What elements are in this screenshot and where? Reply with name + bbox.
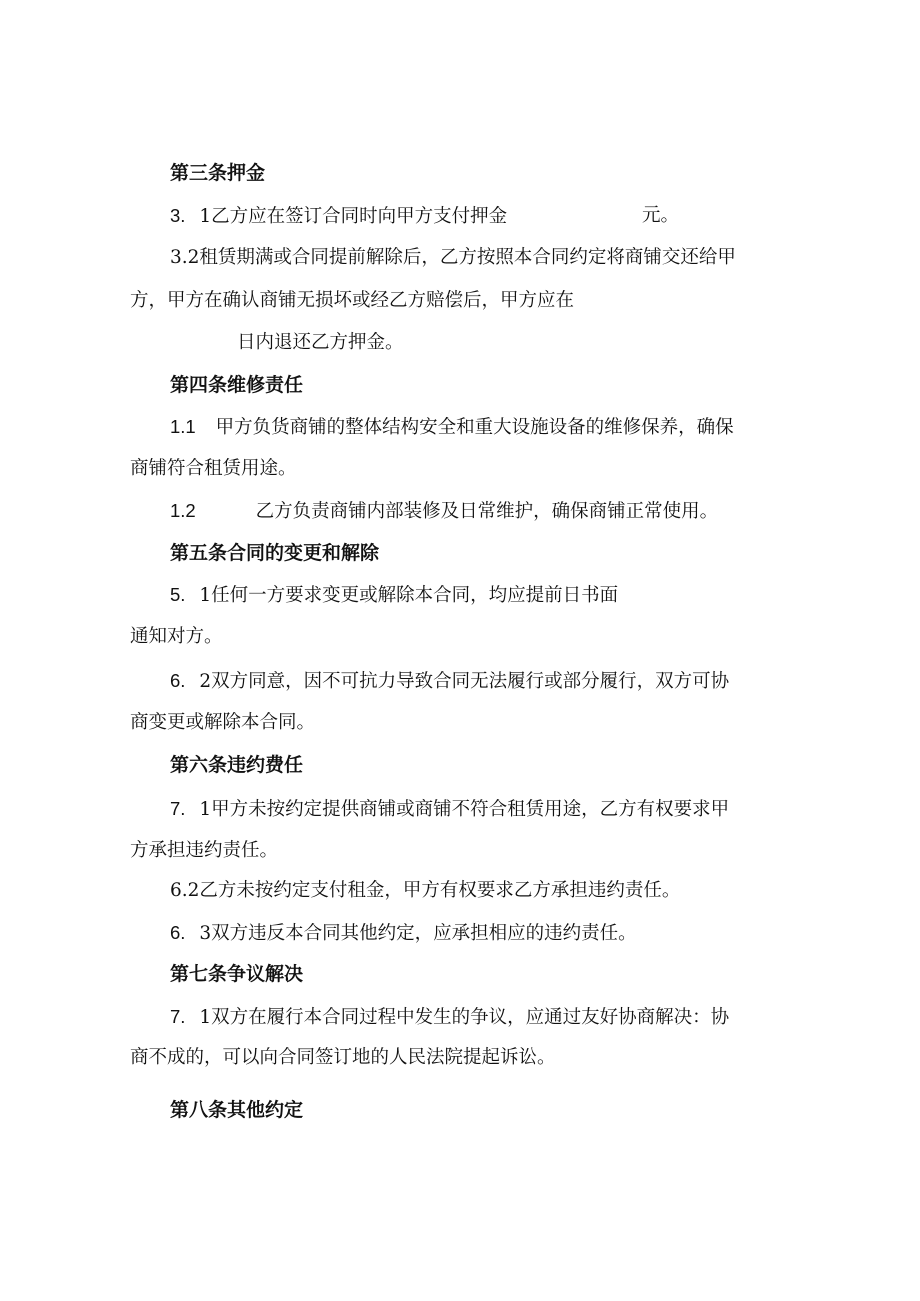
clause-7-1-line2: 商不成的，可以向合同签订地的人民法院提起诉讼。 [130, 1047, 556, 1068]
clause-5-2-number: 6. [170, 670, 186, 691]
section-3-heading: 第三条押金 [170, 162, 266, 184]
clause-3-1 [170, 205, 507, 228]
clause-6-1-line2: 方承担违约责任。 [130, 840, 279, 861]
clause-3-1-number: 3. [170, 205, 186, 226]
clause-5-1-line1 [170, 584, 618, 607]
clause-6-3 [170, 922, 637, 945]
clause-6-3-number: 6. [170, 922, 186, 943]
clause-6-3-text: 3双方违反本合同其他约定，应承担相应的违约责任。 [199, 923, 637, 944]
clause-4-1-number: 1.1 [170, 416, 196, 437]
section-8-heading: 第八条其他约定 [170, 1099, 304, 1121]
clause-4-1-line1 [170, 416, 734, 439]
clause-5-1-number: 5. [170, 584, 186, 605]
clause-6-1-text: 1甲方未按约定提供商铺或商铺不符合租赁用途，乙方有权要求甲 [199, 799, 730, 820]
section-7-heading: 第七条争议解决 [170, 963, 304, 985]
clause-5-2-text: 2双方同意，因不可抗力导致合同无法履行或部分履行，双方可协 [199, 671, 730, 692]
clause-3-2-line2: 方，甲方在确认商铺无损坏或经乙方赔偿后，甲方应在 [130, 290, 575, 311]
clause-3-1-unit: 元。 [642, 205, 680, 226]
clause-5-2-line2: 商变更或解除本合同。 [130, 712, 316, 733]
clause-5-1-text: 1任何一方要求变更或解除本合同，均应提前日书面 [199, 585, 619, 606]
clause-4-1-line2: 商铺符合租赁用途。 [130, 458, 297, 479]
clause-4-2-text: 乙方负责商铺内部装修及日常维护，确保商铺正常使用。 [255, 501, 719, 522]
clause-7-1-line1 [170, 1006, 729, 1029]
clause-6-1-number: 7. [170, 798, 186, 819]
clause-4-2-number: 1.2 [170, 500, 196, 521]
clause-5-2-line1 [170, 670, 729, 693]
clause-4-2 [170, 500, 718, 523]
clause-3-2-line1: 3.2租赁期满或合同提前解除后，乙方按照本合同约定将商铺交还给甲 [170, 247, 736, 268]
section-6-heading: 第六条违约费任 [170, 754, 304, 776]
clause-7-1-number: 7. [170, 1006, 186, 1027]
section-4-heading: 第四条维修责任 [170, 374, 304, 396]
clause-6-2: 6.2乙方未按约定支付租金，甲方有权要求乙方承担违约责任。 [170, 880, 681, 901]
clause-7-1-text: 1双方在履行本合同过程中发生的争议，应通过友好协商解决：协 [199, 1007, 730, 1028]
clause-6-1-line1 [170, 798, 729, 821]
section-5-heading: 第五条合同的变更和解除 [170, 542, 380, 564]
clause-3-1-text: 1乙方应在签订合同时向甲方支付押金 [199, 206, 508, 227]
clause-5-1-line2: 通知对方。 [130, 626, 223, 647]
clause-4-1-text: 甲方负货商铺的整体结构安全和重大设施设备的维修保养，确保 [215, 417, 734, 438]
clause-3-2-line3: 日内退还乙方押金。 [237, 332, 404, 353]
